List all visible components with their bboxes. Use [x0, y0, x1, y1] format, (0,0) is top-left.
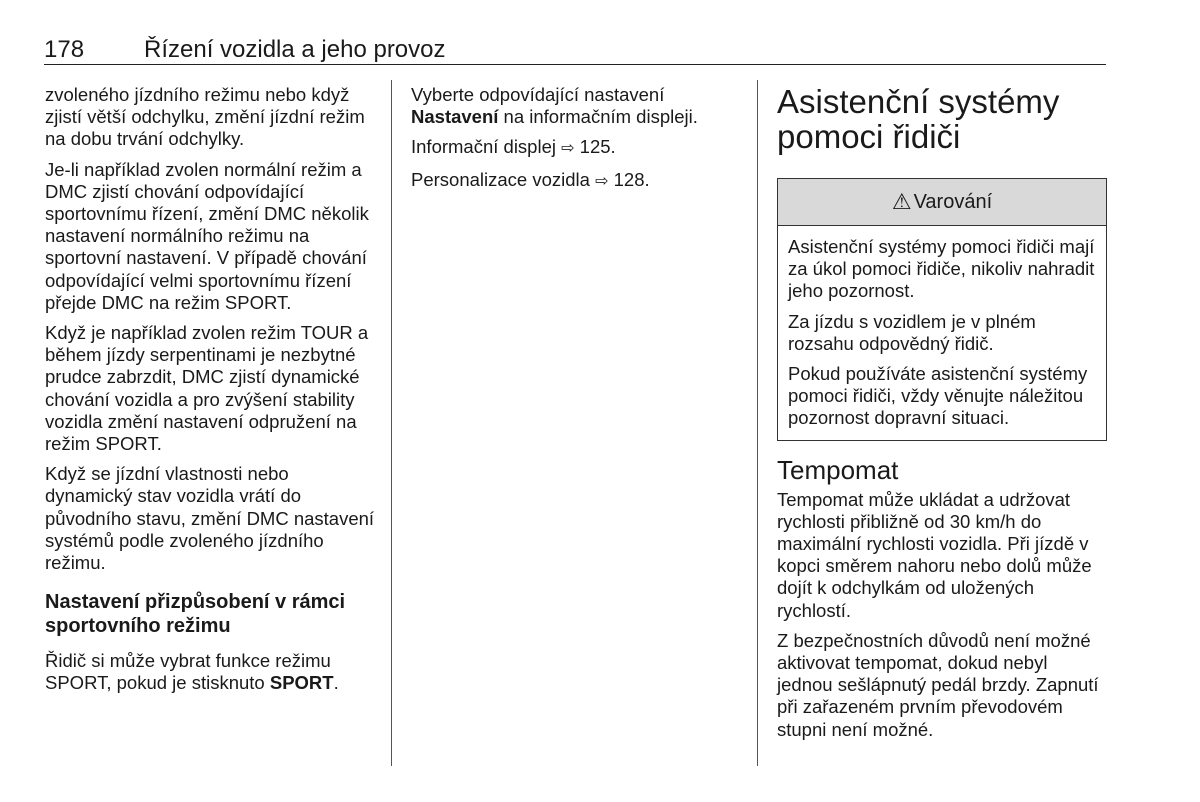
cross-reference[interactable]: [411, 169, 741, 193]
reference-arrow-icon: ⇨: [561, 140, 575, 158]
page-number: 178: [44, 36, 85, 63]
column-divider-1: [391, 80, 392, 766]
section-heading: Tempomat: [777, 454, 899, 485]
paragraph: Když se jízdní vlastnosti nebo dynamický stav vozidla vrátí do původního stavu, změní DMC nastavení systémů podle zvoleného jízdního režimu.: [45, 463, 375, 574]
column-divider-2: [757, 80, 758, 766]
warning-title: Varování: [913, 190, 993, 213]
column-middle: [411, 84, 741, 201]
paragraph: zvoleného jízdního režimu nebo když zjistí větší odchylku, změní jízdní režim na dobu trvání odchylky.: [45, 84, 365, 150]
paragraph: Tempomat může ukládat a udržovat rychlosti přibližně od 30 km/h do maximální rychlosti vozidla. Při jízdě v kopci směrem nahoru nebo dolů může dojít k odchylkám od uložených rychlostí.: [777, 488, 1092, 621]
reference-text: Personalizace vozidla: [411, 168, 590, 190]
warning-paragraph: Asistenční systémy pomoci řidiči mají za úkol pomoci řidiče, nikoliv nahradit jeho pozornost.: [788, 236, 1095, 302]
paragraph-text: na informačním displeji.: [498, 106, 698, 128]
paragraph: [411, 84, 741, 128]
reference-arrow-icon: ⇨: [595, 172, 609, 190]
paragraph-text: Řidič si může vybrat funkce režimu SPORT, pokud je stisknuto: [45, 650, 331, 694]
column-right: [777, 84, 1107, 749]
paragraph-text: .: [333, 672, 339, 694]
paragraph: Když je například zvolen režim TOUR a během jízdy serpentinami je nezbytné prudce zabrzdit, DMC zjistí dynamické chování vozidla a pro zvýšení stability vozidla změní nastavení odpružení na režim SPORT.: [45, 322, 369, 455]
paragraph: [45, 650, 381, 694]
warning-triangle-icon: ⚠: [891, 188, 912, 214]
page-title: Řízení vozidla a jeho provoz: [144, 36, 446, 63]
cross-reference[interactable]: [411, 136, 741, 160]
warning-paragraph: Za jízdu s vozidlem je v plném rozsahu odpovědný řidič.: [788, 310, 1036, 354]
paragraph: Je-li například zvolen normální režim a DMC zjistí chování odpovídající sportovnímu řízení, změní DMC několik nastavení normálního režimu na sportovní nastavení. V případě chování odpovídající velmi sportovnímu řízení přejde DMC na režim SPORT.: [45, 158, 369, 313]
warning-body: [778, 226, 1106, 440]
reference-page: 128.: [613, 168, 650, 190]
subsection-heading: Nastavení přizpůsobení v rámci sportovního režimu: [45, 591, 346, 638]
chapter-heading: Asistenční systémy pomoci řidiči: [777, 83, 1060, 155]
warning-box: [777, 178, 1107, 441]
menu-name-nastaveni: Nastavení: [411, 106, 499, 128]
paragraph-text: Vyberte odpovídající nastavení: [411, 84, 665, 105]
warning-header: [778, 179, 1106, 226]
column-left: [45, 84, 381, 703]
button-name-sport: SPORT: [269, 672, 334, 694]
reference-text: Informační displej: [411, 136, 556, 158]
page-header: [44, 34, 1106, 65]
warning-paragraph: Pokud používáte asistenční systémy pomoci řidiči, vždy věnujte náležitou pozornost dopravní situaci.: [788, 363, 1088, 429]
reference-page: 125.: [579, 136, 616, 158]
paragraph: Z bezpečnostních důvodů není možné aktivovat tempomat, dokud nebyl jednou sešlápnutý pedál brzdy. Zapnutí při zařazeném prvním převodovém stupni není možné.: [777, 629, 1099, 740]
